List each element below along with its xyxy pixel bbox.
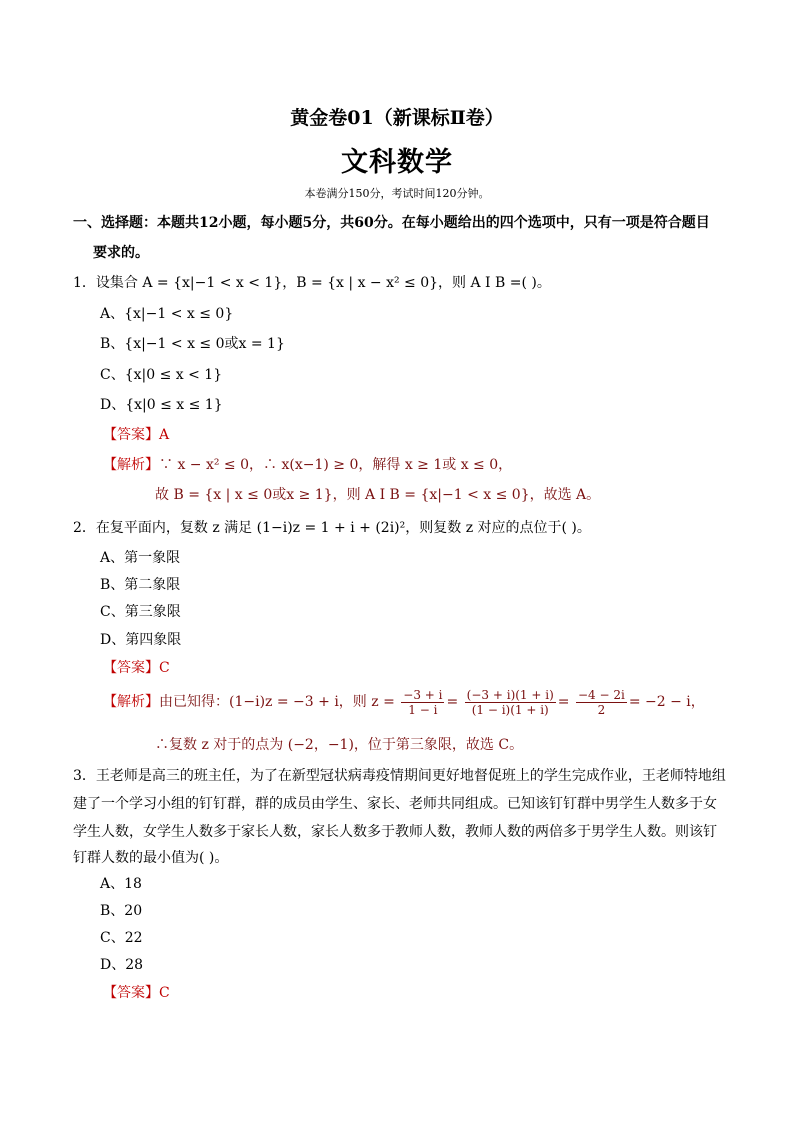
q3-answer-label: 【答案】 bbox=[103, 985, 159, 1001]
q3-option-a: A、18 bbox=[100, 876, 142, 892]
q1-stem: 1．设集合 A = {x|−1 < x < 1}，B = {x | x − x² ≤ 0}，则 A I B =( )。 bbox=[73, 275, 551, 291]
q2-analysis-line2: ∴复数 z 对于的点为 (−2，−1)，位于第三象限，故选 C。 bbox=[155, 737, 524, 753]
q2-option-d: D、第四象限 bbox=[100, 632, 182, 648]
q2-option-c: C、第三象限 bbox=[100, 604, 181, 620]
q2-option-a: A、第一象限 bbox=[100, 550, 181, 566]
q1-analysis-label: 【解析】 bbox=[103, 457, 159, 473]
q1-answer-value: A bbox=[159, 427, 170, 443]
q2-fraction-3-denominator: 2 bbox=[597, 702, 606, 717]
section-instruction-line1: 一、选择题：本题共12小题，每小题5分，共60分。在每小题给出的四个选项中，只有一项是符合题目 bbox=[73, 215, 710, 231]
q3-stem-line3: 学生人数，女学生人数多于家长人数，家长人数多于教师人数，教师人数的两倍多于男学生人数。则该钉 bbox=[73, 824, 717, 840]
q1-analysis-line1: ∵ x − x² ≤ 0，∴ x(x−1) ≥ 0，解得 x ≥ 1或 x ≤ 0， bbox=[159, 457, 513, 473]
q2-fraction-2-numerator: (−3 + i)(1 + i) bbox=[466, 687, 554, 702]
q2-analysis-label: 【解析】 bbox=[103, 694, 159, 710]
q1-option-d: D、{x|0 ≤ x ≤ 1} bbox=[100, 397, 223, 413]
q2-option-b: B、第二象限 bbox=[100, 577, 181, 593]
q3-option-b: B、20 bbox=[100, 903, 143, 919]
q3-answer-value: C bbox=[159, 985, 170, 1001]
paper-title: 黄金卷01（新课标Ⅱ卷） bbox=[290, 107, 504, 129]
q2-stem: 2．在复平面内，复数 z 满足 (1−i)z = 1 + i + (2i)²，则复数 z 对应的点位于( )。 bbox=[73, 520, 591, 536]
q2-fraction-2-denominator: (1 − i)(1 + i) bbox=[471, 702, 549, 717]
q2-fraction-1-numerator: −3 + i bbox=[403, 687, 443, 702]
q2-answer bbox=[103, 658, 170, 678]
q1-option-c: C、{x|0 ≤ x < 1} bbox=[100, 367, 223, 383]
exam-info: 本卷满分150分，考试时间120分钟。 bbox=[304, 187, 490, 200]
q3-stem-line1: 3．王老师是高三的班主任，为了在新型冠状病毒疫情期间更好地督促班上的学生完成作业，王老师特地组 bbox=[73, 768, 726, 784]
q1-option-b: B、{x|−1 < x ≤ 0或x = 1} bbox=[100, 336, 285, 352]
q3-option-c: C、22 bbox=[100, 930, 143, 946]
q3-option-d: D、28 bbox=[100, 957, 144, 973]
q1-option-a: A、{x|−1 < x ≤ 0} bbox=[100, 306, 234, 322]
q1-analysis bbox=[103, 455, 512, 475]
q2-fraction-1-denominator: 1 − i bbox=[408, 702, 438, 717]
q2-fraction-1 bbox=[401, 688, 444, 717]
q2-fraction-3 bbox=[576, 688, 627, 717]
q1-answer bbox=[103, 425, 169, 445]
subject-title: 文科数学 bbox=[341, 147, 453, 178]
q1-answer-label: 【答案】 bbox=[103, 427, 159, 443]
q3-stem-line2: 建了一个学习小组的钉钉群，群的成员由学生、家长、老师共同组成。已知该钉钉群中男学生人数多于女 bbox=[73, 796, 717, 812]
q2-fraction-2 bbox=[465, 688, 556, 717]
q2-analysis-pre: 由已知得：(1−i)z = −3 + i，则 z = bbox=[159, 694, 395, 710]
section-instruction-line2: 要求的。 bbox=[93, 245, 149, 261]
q3-stem-line4: 钉群人数的最小值为( )。 bbox=[73, 850, 229, 866]
q2-analysis: 【解析】由已知得：(1−i)z = −3 + i，则 z = $\frac{-3 + i}{1 - i}$ = $\frac{(-3 + i)(1 + i)}{(1 - i)(1 + i)}$ = $\frac{-4 - 2i}{2}$ = −2 − i， bbox=[103, 687, 705, 717]
q3-answer bbox=[103, 983, 170, 1003]
q2-fraction-3-numerator: −4 − 2i bbox=[577, 687, 625, 702]
q2-answer-value: C bbox=[159, 660, 170, 676]
q2-analysis-post: = −2 − i， bbox=[628, 694, 705, 710]
q1-analysis-line2: 故 B = {x | x ≤ 0或x ≥ 1}，则 A I B = {x|−1 < x ≤ 0}，故选 A。 bbox=[155, 487, 601, 503]
q2-answer-label: 【答案】 bbox=[103, 660, 159, 676]
